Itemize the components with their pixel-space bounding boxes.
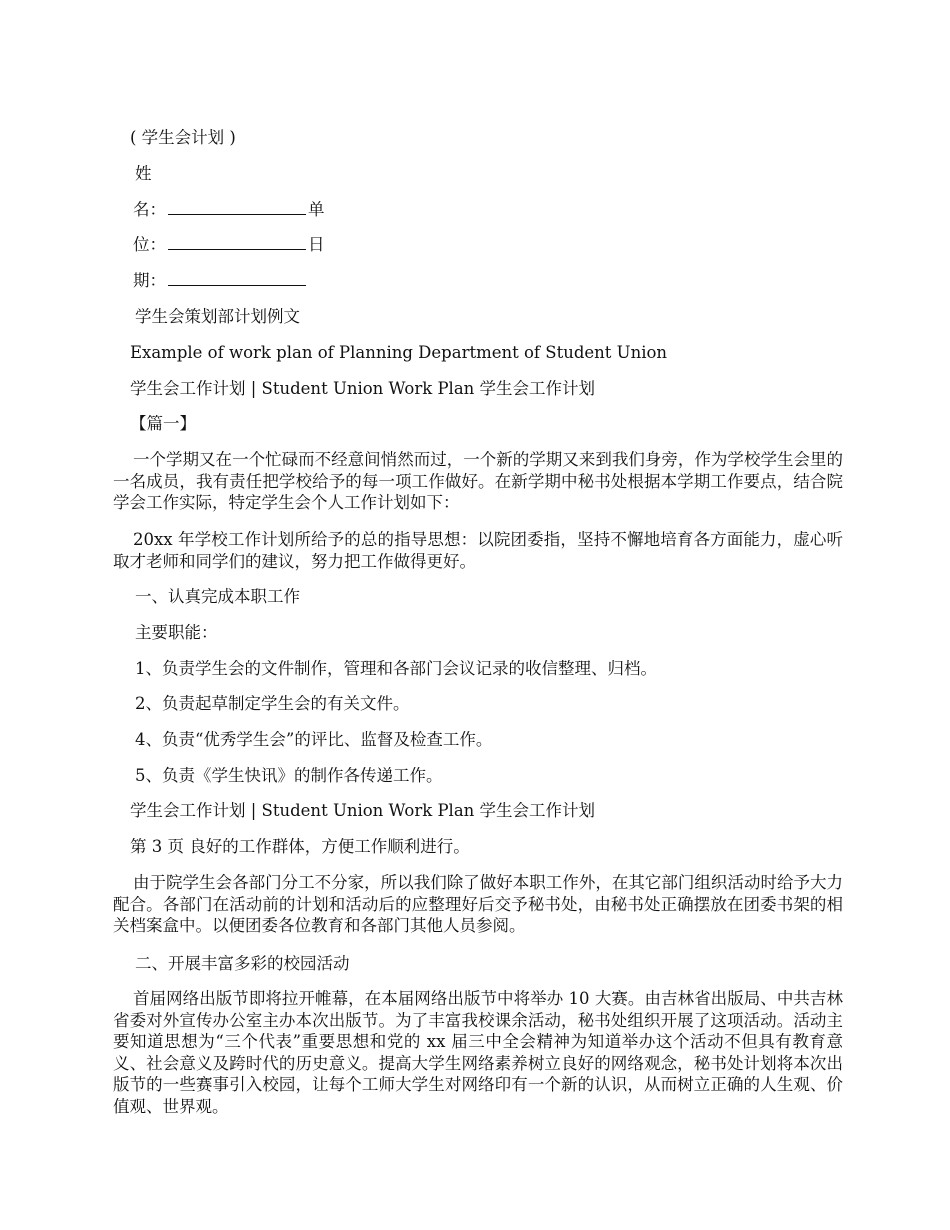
title-cn: 学生会策划部计划例文 [135,307,300,326]
form-row-prefix: 名： [133,200,166,219]
category-label: ( 学生会计划 ) [130,128,236,147]
paragraph-2: 20xx 年学校工作计划所给予的总的指导思想：以院团委指，坚持不懈地培育各方面能力，虚心听取才老师和同学们的建议，努力把工作做得更好。 [113,530,843,571]
heading-2: 二、开展丰富多彩的校园活动 [135,954,350,973]
title-en: Example of work plan of Planning Department of Student Union [130,343,668,362]
duty-item-1: 1、负责学生会的文件制作，管理和各部门会议记录的收信整理、归档。 [135,659,657,678]
form-row-suffix: 日 [308,235,325,254]
duty-item-2: 2、负责起草制定学生会的有关文件。 [135,694,410,713]
heading-1: 一、认真完成本职工作 [135,587,300,606]
duty-item-4: 4、负责“优秀学生会”的评比、监督及检查工作。 [135,730,493,749]
paragraph-1: 一个学期又在一个忙碌而不经意间悄然而过，一个新的学期又来到我们身旁，作为学校学生会里的一名成员，我有责任把学校给予的每一项工作做好。在新学期中秘书处根据本学期工作要点，结合院学会工作实际，特定学生会个人工作计划如下： [113,450,843,512]
subtitle-1: 学生会工作计划 | Student Union Work Plan 学生会工作计划 [130,379,596,398]
section-mark: 【篇一】 [130,414,196,433]
form-row-prefix: 位： [133,235,166,254]
form-row-prefix: 期： [133,271,166,290]
subtitle-2: 学生会工作计划 | Student Union Work Plan 学生会工作计划 [130,801,596,820]
form-row-date [133,271,308,291]
form-row-unit [133,235,325,255]
form-row-name [133,200,325,220]
fill-in-blank [168,235,306,250]
duty-item-5: 5、负责《学生快讯》的制作各传递工作。 [135,766,443,785]
paragraph-4: 首届网络出版节即将拉开帷幕，在本届网络出版节中将举办 10 大赛。由吉林省出版局、中共吉林省委对外宣传办公室主办本次出版节。为了丰富我校课余活动，秘书处组织开展了这项活动。活动主要知道思想为“三个代表”重要思想和党的 xx 届三中全会精神为知道举办这个活动不但具有教育意义、社会意义及跨时代的历史意义。提高大学生网络素养树立良好的网络观念，秘书处计划将本次出版节的一些赛事引入校园，让每个工师大学生对网络印有一个新的认识，从而树立正确的人生观、价值观、世界观。 [113,989,843,1116]
page-note: 第 3 页 良好的工作群体，方便工作顺利进行。 [130,837,470,856]
fill-in-blank [168,271,306,286]
form-name-label: 姓 [135,164,152,183]
duties-label: 主要职能： [135,623,218,642]
paragraph-3: 由于院学生会各部门分工不分家，所以我们除了做好本职工作外，在其它部门组织活动时给予大力配合。各部门在活动前的计划和活动后的应整理好后交予秘书处，由秘书处正确摆放在团委书架的相关档案盒中。以便团委各位教育和各部门其他人员参阅。 [113,873,843,935]
fill-in-blank [168,200,306,215]
form-row-suffix: 单 [308,200,325,219]
